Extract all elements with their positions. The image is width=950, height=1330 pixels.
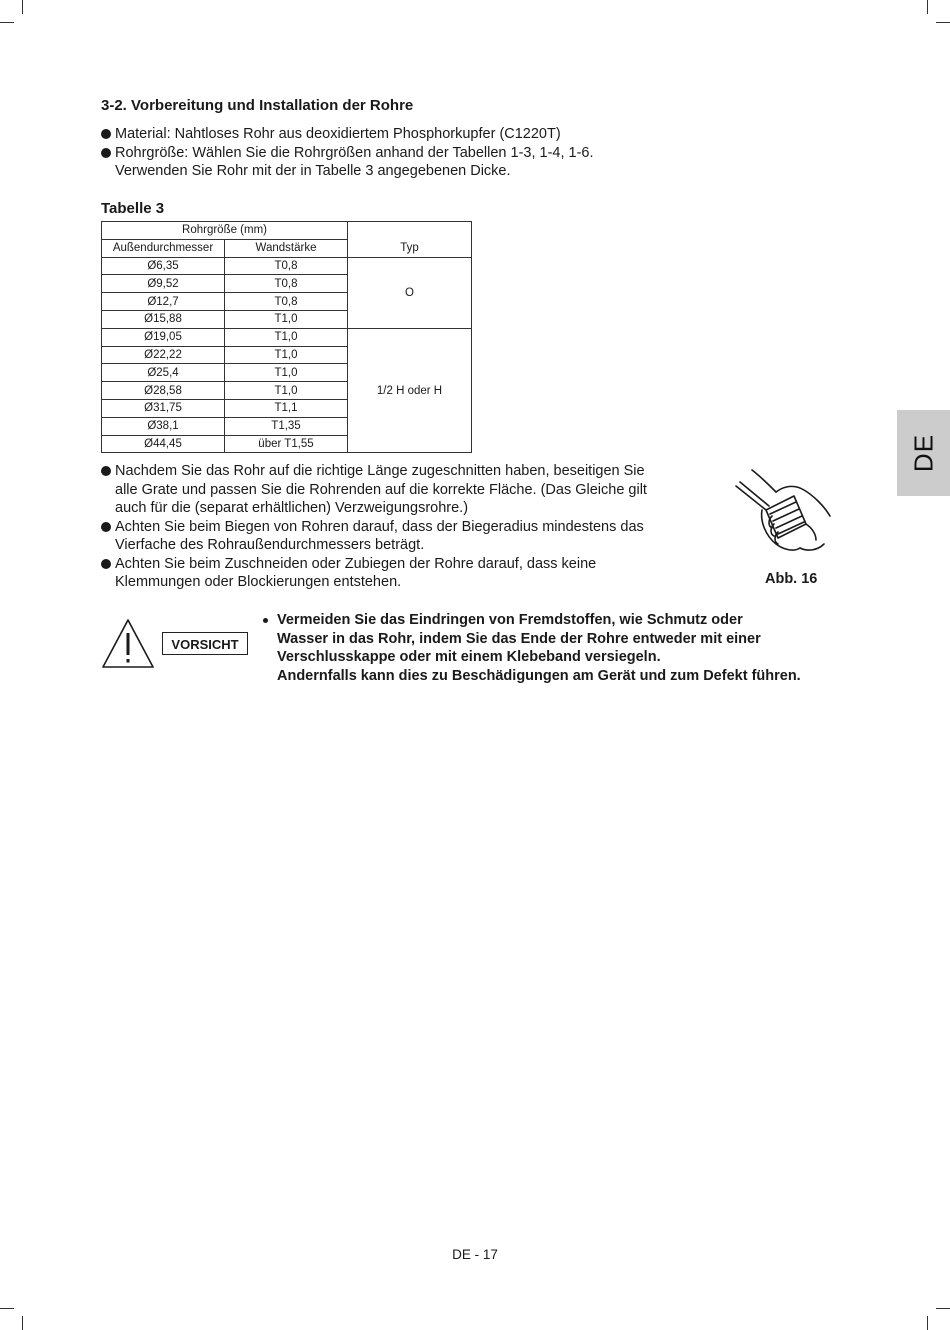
table-row bbox=[102, 328, 472, 346]
page-number: DE - 17 bbox=[452, 1247, 498, 1262]
list-item bbox=[101, 555, 701, 592]
crop-mark bbox=[927, 0, 928, 14]
pipe-size-table bbox=[101, 221, 472, 453]
crop-mark bbox=[936, 22, 950, 23]
bullet-dot-icon bbox=[263, 618, 268, 623]
bullet-line: Nachdem Sie das Rohr auf die richtige Länge zugeschnitten haben, beseitigen Sie bbox=[115, 463, 645, 479]
bullet-line: Achten Sie beim Biegen von Rohren darauf, dass der Biegeradius mindestens das bbox=[115, 518, 644, 535]
bullet-dot-icon bbox=[101, 129, 111, 139]
bullet-line: Verwenden Sie Rohr mit der in Tabelle 3 angegebenen Dicke. bbox=[115, 163, 511, 179]
caution-label: VORSICHT bbox=[162, 632, 248, 655]
crop-mark bbox=[22, 0, 23, 14]
caution-text bbox=[263, 611, 917, 685]
crop-mark bbox=[927, 1316, 928, 1330]
thickness-cell: T1,0 bbox=[225, 364, 348, 382]
table-caption: Tabelle 3 bbox=[101, 200, 165, 217]
thickness-cell: T1,0 bbox=[225, 382, 348, 400]
diameter-cell: Ø19,05 bbox=[102, 328, 225, 346]
bullet-line: Material: Nahtloses Rohr aus deoxidiertem Phosphorkupfer (C1220T) bbox=[115, 126, 561, 142]
diameter-cell: Ø28,58 bbox=[102, 382, 225, 400]
list-item bbox=[101, 462, 701, 518]
diameter-cell: Ø38,1 bbox=[102, 417, 225, 435]
table-header-row bbox=[102, 239, 472, 257]
bullet-dot-icon bbox=[101, 522, 111, 532]
list-item bbox=[101, 518, 701, 555]
thickness-cell: T1,0 bbox=[225, 328, 348, 346]
bullet-line: Rohrgröße: Wählen Sie die Rohrgrößen anhand der Tabellen 1-3, 1-4, 1-6. bbox=[115, 144, 594, 161]
bullet-line: auch für die (separat erhältlichen) Verzweigungsrohre.) bbox=[115, 500, 469, 516]
list-item bbox=[101, 125, 701, 144]
diameter-cell: Ø15,88 bbox=[102, 310, 225, 328]
thickness-cell: T1,35 bbox=[225, 417, 348, 435]
thickness-cell: T1,1 bbox=[225, 399, 348, 417]
thickness-cell: T1,0 bbox=[225, 346, 348, 364]
type-cell: O bbox=[348, 257, 472, 328]
bullet-dot-icon bbox=[101, 466, 111, 476]
column-header: Wandstärke bbox=[225, 239, 348, 257]
bullet-line: Achten Sie beim Zuschneiden oder Zubiegen der Rohre darauf, dass keine bbox=[115, 555, 597, 572]
thickness-cell: T1,0 bbox=[225, 310, 348, 328]
bullet-line: Vierfache des Rohraußendurchmessers beträgt. bbox=[115, 537, 425, 553]
caution-line: Verschlusskappe oder mit einem Klebeband versiegeln. bbox=[277, 649, 661, 665]
diameter-cell: Ø12,7 bbox=[102, 293, 225, 311]
group-header: Rohrgröße (mm) bbox=[102, 222, 348, 240]
thickness-cell: T0,8 bbox=[225, 275, 348, 293]
column-header: Außendurchmesser bbox=[102, 239, 225, 257]
thickness-cell: T0,8 bbox=[225, 293, 348, 311]
diameter-cell: Ø9,52 bbox=[102, 275, 225, 293]
caution-line: Vermeiden Sie das Eindringen von Fremdstoffen, wie Schmutz oder bbox=[277, 612, 743, 628]
hand-deburring-pipe-icon bbox=[732, 466, 834, 568]
caution-line: Wasser in das Rohr, indem Sie das Ende der Rohre entweder mit einer bbox=[277, 630, 761, 647]
diameter-cell: Ø31,75 bbox=[102, 399, 225, 417]
warning-triangle-icon bbox=[100, 617, 156, 670]
table-header-row bbox=[102, 222, 472, 240]
intro-bullets bbox=[101, 125, 701, 181]
bullet-line: Klemmungen oder Blockierungen entstehen. bbox=[115, 574, 402, 590]
crop-mark bbox=[0, 1308, 14, 1309]
bullet-dot-icon bbox=[101, 559, 111, 569]
crop-mark bbox=[22, 1316, 23, 1330]
diameter-cell: Ø25,4 bbox=[102, 364, 225, 382]
diameter-cell: Ø6,35 bbox=[102, 257, 225, 275]
thickness-cell: T0,8 bbox=[225, 257, 348, 275]
thickness-cell: über T1,55 bbox=[225, 435, 348, 453]
diameter-cell: Ø44,45 bbox=[102, 435, 225, 453]
crop-mark bbox=[0, 22, 14, 23]
type-cell: 1/2 H oder H bbox=[348, 328, 472, 453]
crop-mark bbox=[936, 1308, 950, 1309]
diameter-cell: Ø22,22 bbox=[102, 346, 225, 364]
figure-caption: Abb. 16 bbox=[765, 571, 818, 587]
language-tab bbox=[897, 410, 950, 496]
list-item bbox=[101, 144, 701, 181]
section-title: 3-2. Vorbereitung und Installation der Rohre bbox=[101, 97, 414, 114]
bullet-line: alle Grate und passen Sie die Rohrenden auf die korrekte Fläche. (Das Gleiche gilt bbox=[115, 481, 647, 498]
empty-header-cell bbox=[348, 222, 472, 240]
table-row bbox=[102, 257, 472, 275]
notes-bullets bbox=[101, 462, 701, 592]
language-tab-label: DE bbox=[908, 433, 938, 473]
bullet-dot-icon bbox=[101, 148, 111, 158]
caution-line: Andernfalls kann dies zu Beschädigungen am Gerät und zum Defekt führen. bbox=[277, 667, 801, 684]
column-header: Typ bbox=[348, 239, 472, 257]
